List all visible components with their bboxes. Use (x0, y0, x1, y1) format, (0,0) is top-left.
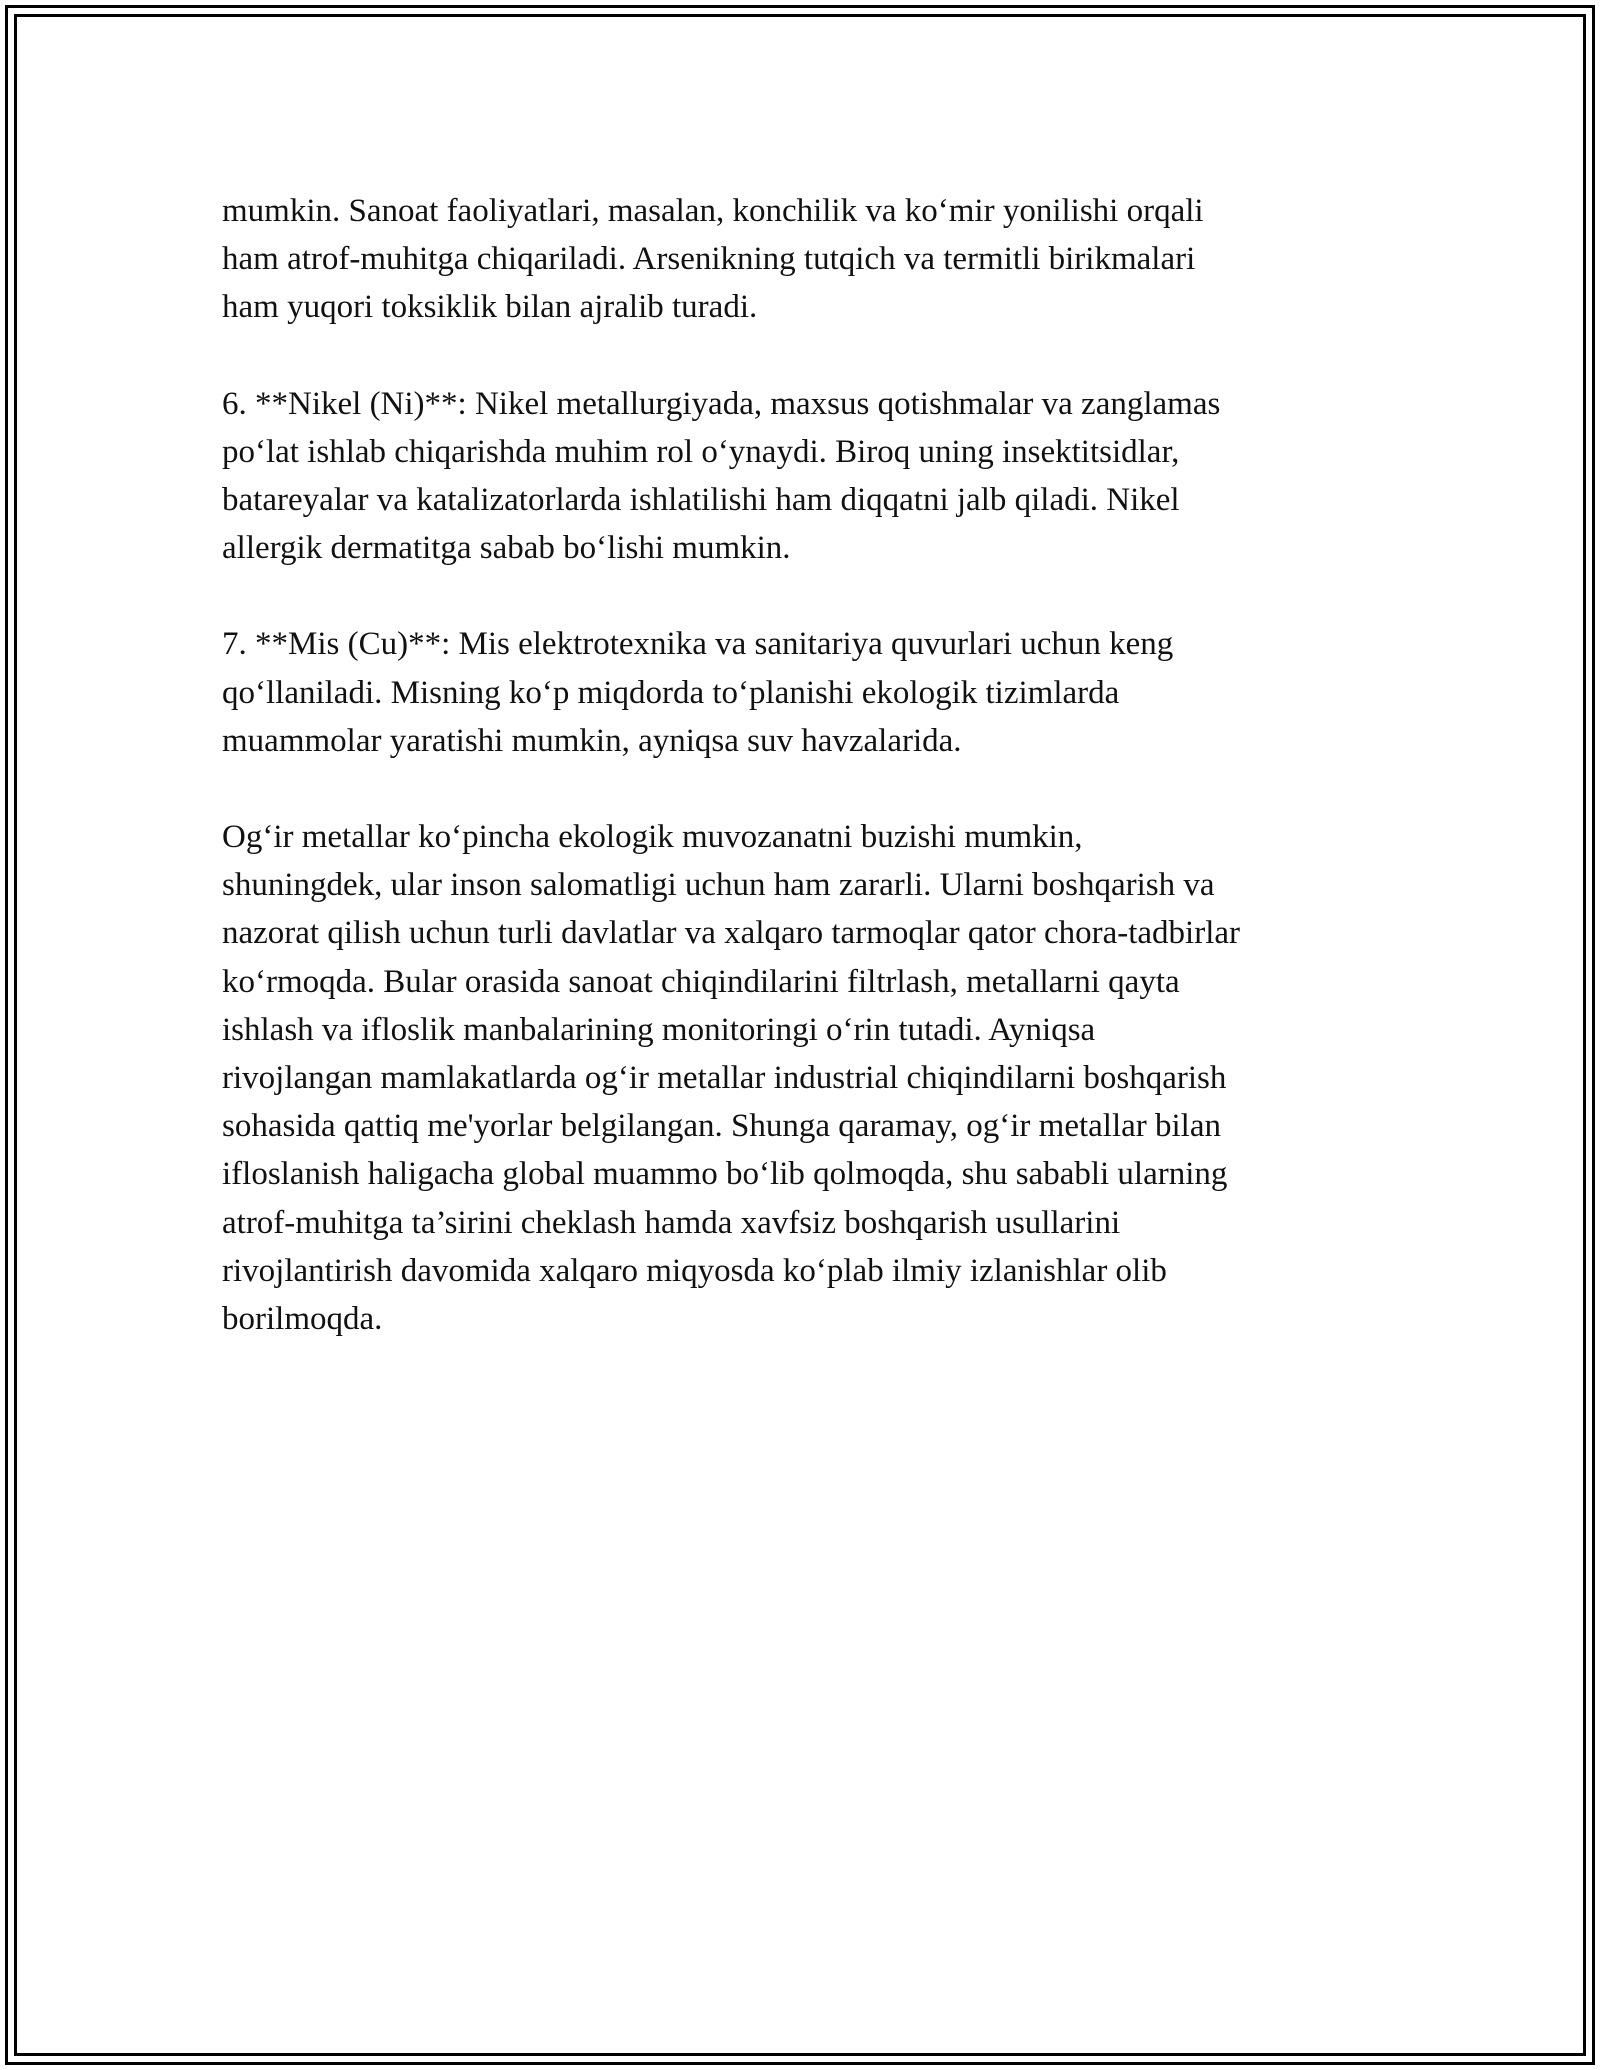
paragraph-mis (222, 620, 1372, 765)
paragraph-nikel (222, 380, 1372, 573)
text-line: rivojlantirish davomida xalqaro miqyosda ko‘plab ilmiy izlanishlar olib (222, 1252, 1167, 1289)
text-line: atrof-muhitga ta’sirini cheklash hamda xavfsiz boshqarish usullarini (222, 1204, 1121, 1241)
text-line: sohasida qattiq me'yorlar belgilangan. Shunga qaramay, og‘ir metallar bilan (222, 1108, 1221, 1145)
text-line: mumkin. Sanoat faoliyatlari, masalan, konchilik va ko‘mir yonilishi orqali (222, 193, 1204, 229)
text-line: rivojlangan mamlakatlarda og‘ir metallar industrial chiqindilarni boshqarish (222, 1060, 1227, 1097)
paragraph-conclusion (222, 813, 1372, 1343)
text-line: muammolar yaratishi mumkin, ayniqsa suv havzalarida. (222, 722, 962, 759)
text-line: qo‘llaniladi. Misning ko‘p miqdorda to‘planishi ekologik tizimlarda (222, 674, 1120, 711)
text-line: ifloslanish haligacha global muammo bo‘lib qolmoqda, shu sababli ularning (222, 1156, 1228, 1193)
text-line: Og‘ir metallar ko‘pincha ekologik muvozanatni buzishi mumkin, (222, 819, 1083, 856)
text-line: 6. **Nikel (Ni)**: Nikel metallurgiyada, maxsus qotishmalar va zanglamas (222, 385, 1221, 422)
text-line: borilmoqda. (222, 1301, 383, 1338)
text-line: nazorat qilish uchun turli davlatlar va xalqaro tarmoqlar qator chora-tadbirlar (222, 915, 1241, 952)
text-line: shuningdek, ular inson salomatligi uchun ham zararli. Ularni boshqarish va (222, 867, 1215, 904)
document-body (222, 187, 1372, 1391)
text-line: 7. **Mis (Cu)**: Mis elektrotexnika va sanitariya quvurlari uchun keng (222, 626, 1174, 663)
text-line: batareyalar va katalizatorlarda ishlatilishi ham diqqatni jalb qiladi. Nikel (222, 482, 1180, 519)
text-line: po‘lat ishlab chiqarishda muhim rol o‘ynaydi. Biroq uning insektitsidlar, (222, 433, 1180, 470)
text-line: ishlash va ifloslik manbalarining monitoringi o‘rin tutadi. Ayniqsa (222, 1011, 1096, 1048)
text-line: ham yuqori toksiklik bilan ajralib turadi. (222, 289, 758, 326)
paragraph-arsenic-continuation (222, 187, 1372, 332)
text-line: allergik dermatitga sabab bo‘lishi mumkin. (222, 530, 791, 567)
text-line: ko‘rmoqda. Bular orasida sanoat chiqindilarini filtrlash, metallarni qayta (222, 963, 1180, 1000)
text-line: ham atrof-muhitga chiqariladi. Arsenikning tutqich va termitli birikmalari (222, 241, 1196, 278)
